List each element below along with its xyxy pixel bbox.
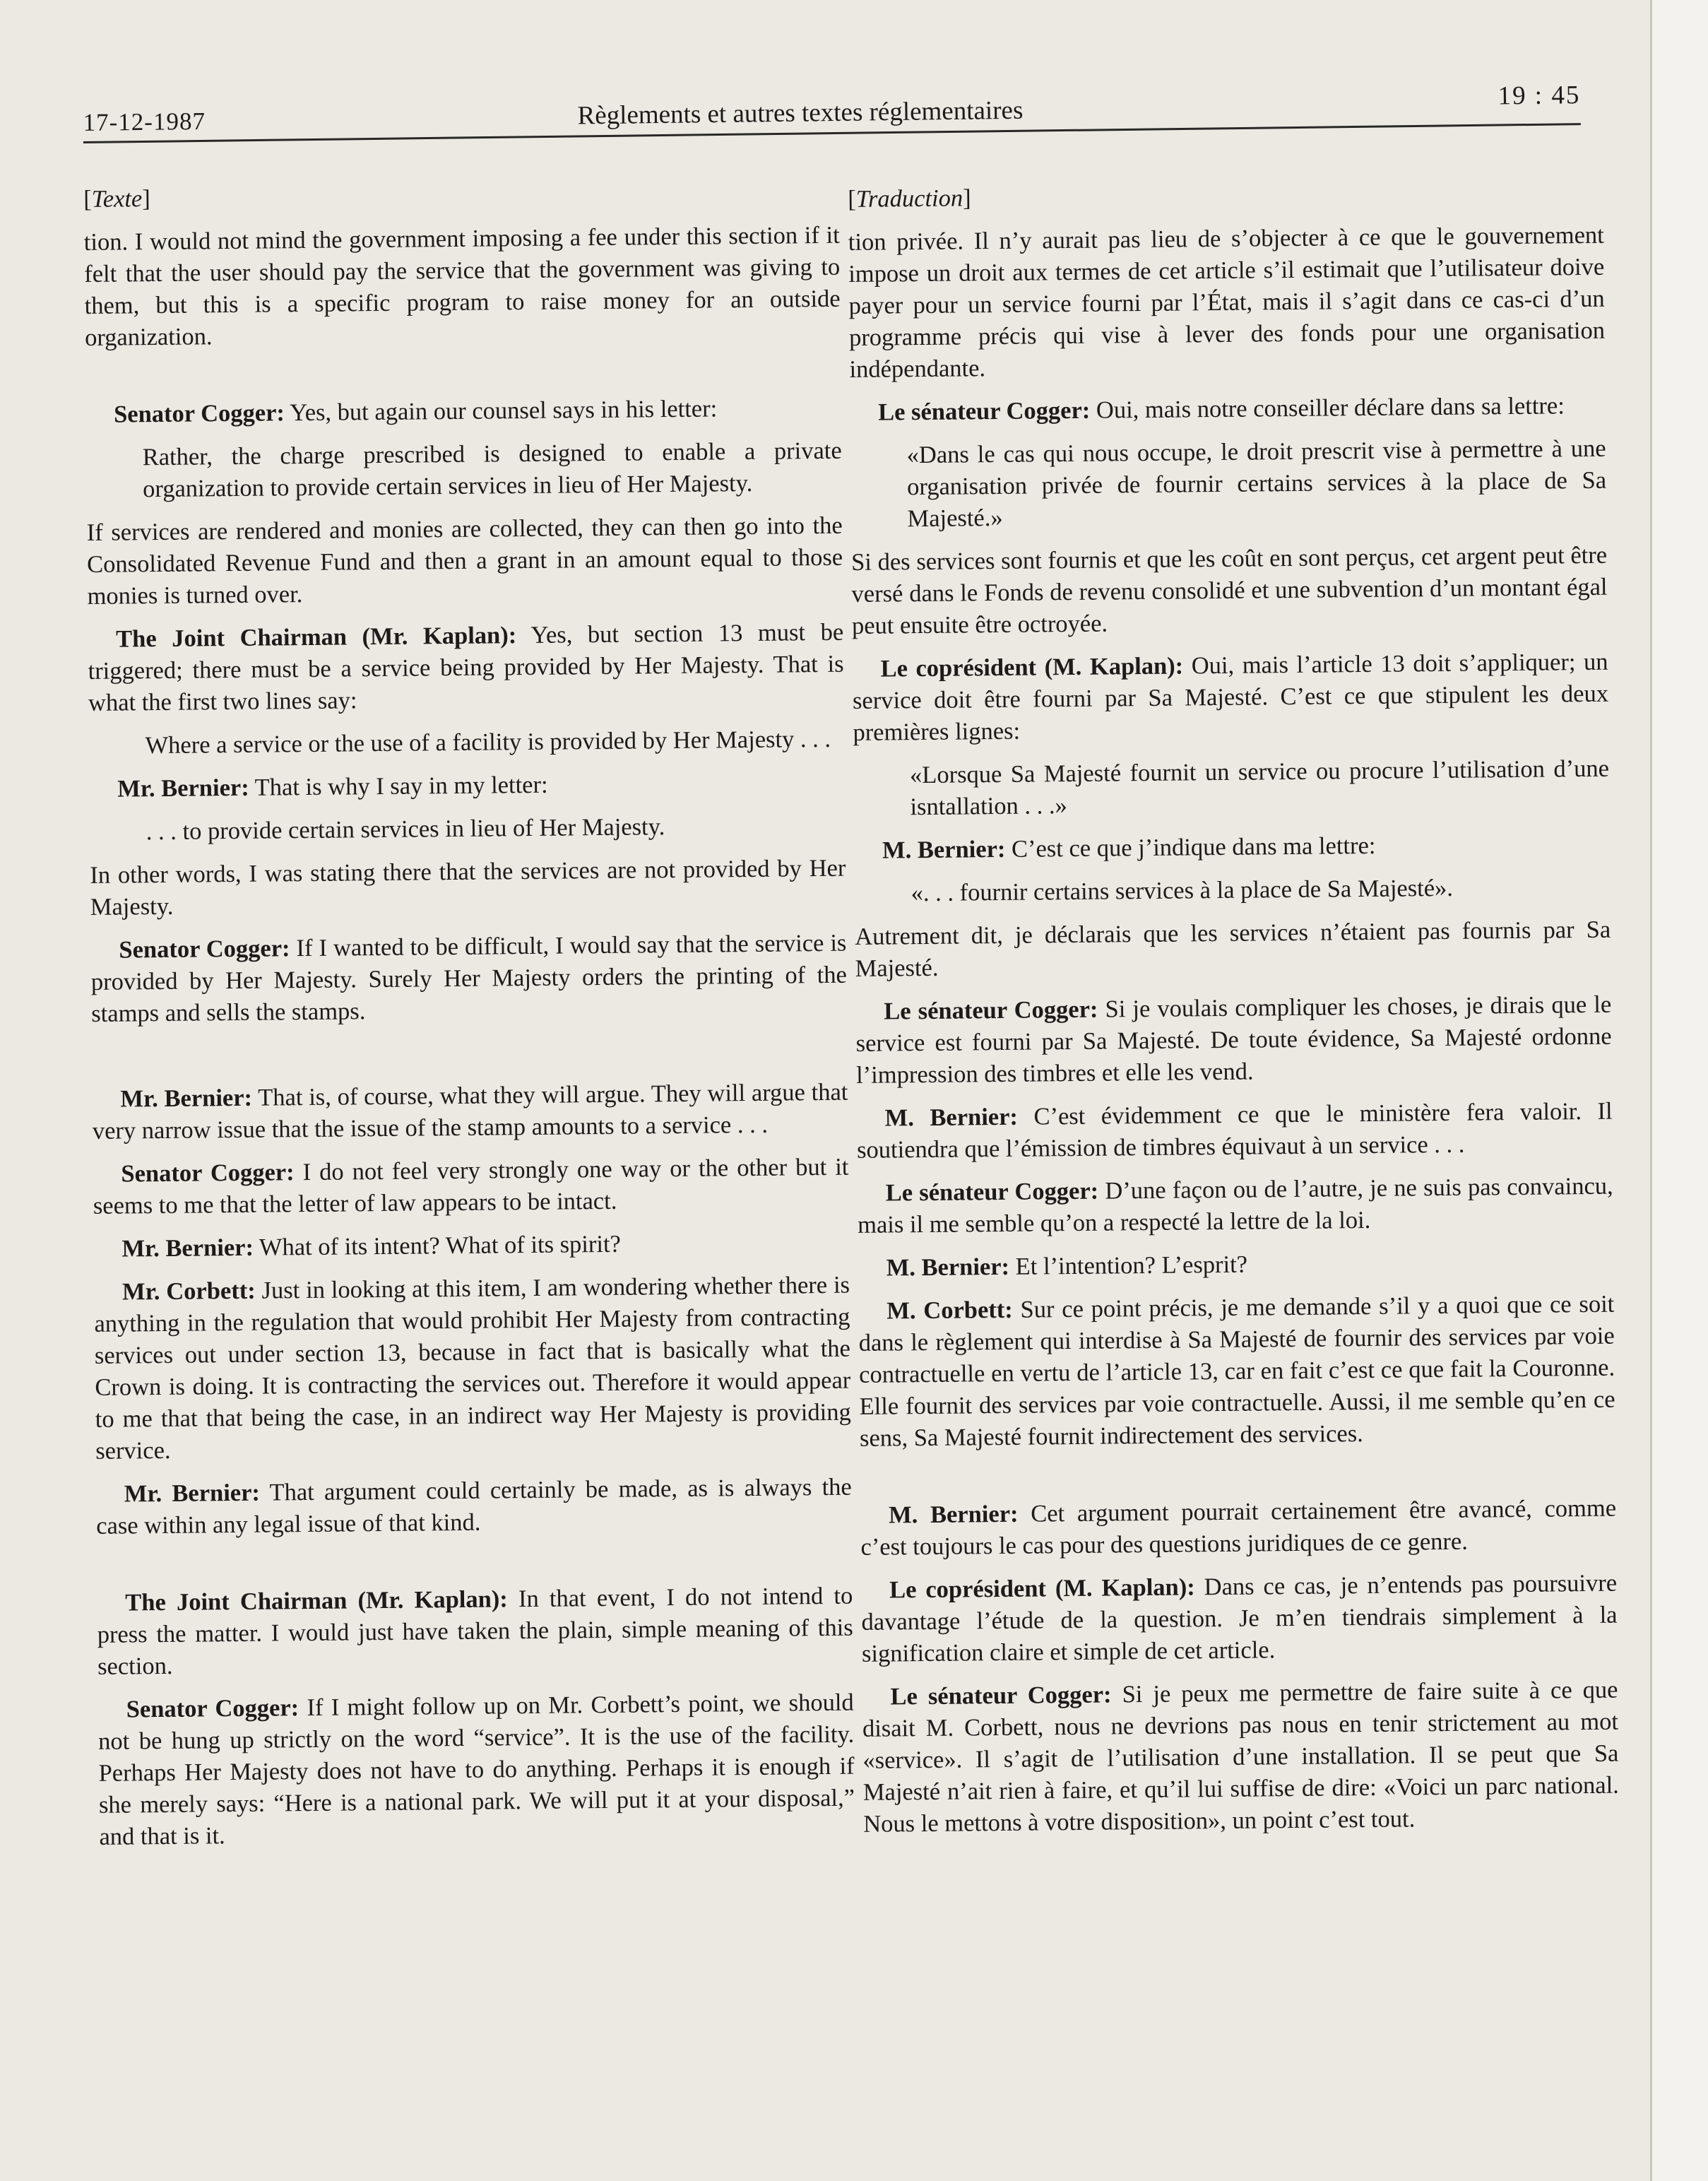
speaker-name: Le sénateur Cogger: — [890, 1681, 1112, 1710]
english-column — [83, 177, 855, 1864]
speech-text: Yes, but section 13 must be triggered; there must be a service being provided by Her Majesty. That is what the first two lines say: — [88, 618, 844, 716]
quotation: Rather, the charge prescribed is designed to enable a private organization to provide certain services in lieu of Her Majesty. — [142, 437, 842, 503]
speaker-paragraph — [860, 1493, 1617, 1564]
speaker-name: Senator Cogger: — [126, 1694, 300, 1723]
speaker-paragraph — [861, 1568, 1618, 1670]
speech-text: Et l’intention? L’esprit? — [1009, 1251, 1248, 1280]
speaker-name: Mr. Corbett: — [121, 1277, 256, 1306]
speaker-paragraph — [97, 1580, 853, 1683]
speaker-name: Senator Cogger: — [113, 399, 285, 428]
speaker-name: Le sénateur Cogger: — [884, 995, 1098, 1025]
speaker-name: M. Bernier: — [886, 1253, 1010, 1282]
column-tag: [Traduction] — [848, 184, 971, 213]
speaker-paragraph — [850, 390, 1606, 429]
speaker-paragraph — [855, 989, 1612, 1092]
quotation: . . . to provide certain services in lieu of Her Majesty. — [146, 813, 665, 846]
speaker-name: Mr. Bernier: — [120, 1084, 253, 1113]
speaker-name: Senator Cogger: — [119, 935, 290, 964]
speaker-paragraph — [858, 1289, 1615, 1455]
tag-text: Traduction — [855, 184, 963, 213]
paragraph: tion privée. Il n’y aurait pas lieu de s’objecter à ce que le gouvernement impose un droit aux termes de cet article s’il estimait que l’utilisateur doive payer pour un service fourni par l’État, mais il s’agit dans ce cas-ci d’un programme précis qui vise à lever des fonds pour une organisation indépendante. — [848, 221, 1606, 383]
paragraph: Si des services sont fournis et que les coût en sont perçus, cet argent peut être versé dans le Fonds de revenu consolidé et une subvention d’un montant égal peut ensuite être octroyée. — [850, 541, 1608, 639]
speaker-name: The Joint Chairman (Mr. Kaplan): — [125, 1585, 508, 1616]
speaker-paragraph — [85, 392, 841, 431]
speaker-name: M. Bernier: — [882, 835, 1006, 864]
speaker-paragraph — [854, 828, 1610, 867]
page-header — [83, 73, 1581, 143]
speaker-name: Mr. Bernier: — [121, 1234, 254, 1263]
speech-text: Dans ce cas, je n’entends pas poursuivre davantage l’étude de la question. Je m’en tiendrais simplement à la signification claire et simple de cet article. — [861, 1569, 1618, 1667]
speech-text: That is why I say in my letter: — [249, 771, 548, 801]
speaker-name: M. Bernier: — [888, 1500, 1019, 1529]
speaker-name: The Joint Chairman (Mr. Kaplan): — [116, 622, 517, 653]
speech-text: C’est évidemment ce que le ministère fera valoir. Il soutiendra que l’émission de timbres équivaut à un service . . . — [856, 1097, 1613, 1164]
speech-text: That is, of course, what they will argue. They will argue that very narrow issue that the issue of the stamp amounts to a service . . . — [92, 1078, 848, 1145]
header-title: Règlements et autres textes réglementaires — [577, 95, 1024, 131]
header-date: 17-12-1987 — [83, 107, 206, 137]
speaker-paragraph — [93, 1227, 849, 1265]
header-page-number: 19 : 45 — [1498, 81, 1581, 111]
paragraph: If services are rendered and monies are collected, they can then go into the Consolidated Revenue Fund and then a grant in an amount equal to those monies is turned over. — [86, 512, 843, 610]
speech-text: In that event, I do not intend to press the matter. I would just have taken the plain, simple meaning of this section. — [97, 1582, 853, 1680]
speech-text: C’est ce que j’indique dans ma lettre: — [1005, 832, 1376, 863]
column-tag: [Texte] — [83, 185, 150, 213]
speaker-name: Le coprésident (M. Kaplan): — [889, 1573, 1195, 1604]
speaker-name: Mr. Bernier: — [117, 774, 249, 803]
speaker-name: Le sénateur Cogger: — [885, 1177, 1099, 1207]
tag-text: Texte — [91, 185, 143, 213]
speaker-name: M. Corbett: — [886, 1296, 1013, 1325]
speech-text: That argument could certainly be made, as is always the case within any legal issue of that kind. — [96, 1473, 852, 1539]
speech-text: I do not feel very strongly one way or the other but it seems to me that the letter of law appears to be intact. — [93, 1153, 849, 1219]
speech-text: Si je peux me permettre de faire suite à ce que disait M. Corbett, nous ne devrions pas nous en tenir strictement au mot «service». Il s’agit de l’utilisation d’une installation. Il se peut que Sa Majesté n’ait rien à faire, et qu’il lui suffise de dire: «Voici un parc national. Nous le mettons à votre disposition», un point c’est tout. — [862, 1676, 1619, 1838]
speaker-paragraph — [93, 1152, 849, 1222]
speaker-paragraph — [92, 1077, 848, 1147]
french-column — [848, 177, 1620, 1852]
speaker-paragraph — [96, 1472, 853, 1542]
speaker-paragraph — [852, 646, 1608, 749]
quotation: «Dans le cas qui nous occupe, le droit prescrit vise à permettre à une organisation privée de fournir certains services à la place de Sa Majesté.» — [906, 435, 1607, 533]
speaker-name: M. Bernier: — [884, 1103, 1019, 1132]
speaker-name: Le sénateur Cogger: — [877, 396, 1091, 426]
speaker-paragraph — [98, 1687, 855, 1853]
speaker-paragraph — [90, 928, 847, 1030]
speaker-name: Senator Cogger: — [121, 1159, 295, 1188]
speaker-paragraph — [858, 1171, 1614, 1241]
speaker-paragraph — [858, 1246, 1614, 1284]
speech-text: Just in looking at this item, I am wondering whether there is anything in the regulation that would prohibit Her Majesty from contracting services out under section 13, because in fact that is basically what the Crown is doing. It is contracting the services out. Therefore it would appear to me that that being the case, in an indirect way Her Majesty is providing service. — [94, 1271, 851, 1465]
speaker-paragraph — [862, 1674, 1619, 1840]
speech-text: What of its intent? What of its spirit? — [253, 1230, 622, 1261]
speech-text: Si je voulais compliquer les choses, je dirais que le service est fourni par Sa Majesté. De toute évidence, Sa Majesté ordonne l’impression des timbres et elle les vend. — [855, 991, 1612, 1089]
page-edge — [1650, 0, 1708, 2181]
quotation: Where a service or the use of a facility is provided by Her Majesty . . . — [145, 725, 831, 759]
speaker-paragraph — [94, 1270, 852, 1467]
paragraph: tion. I would not mind the government imposing a fee under this section if it felt that the user should pay the service that the government was giving to them, but this is a specific program to raise money for an outside organization. — [83, 221, 841, 351]
speech-text: Sur ce point précis, je me demande s’il y a quoi que ce soit dans le règlement qui interdise à Sa Majesté de fournir des services par voie contractuelle en vertu de l’article 13, car en fait c’est ce que fait la Couronne. Elle fournit des services par voie contractuelle. Aussi, il me semble qu’en ce sens, Sa Majesté fournit indirectement des services. — [858, 1290, 1615, 1452]
speech-text: If I might follow up on Mr. Corbett’s point, we should not be hung up strictly on the word “service”. It is the use of the facility. Perhaps Her Majesty does not have to do anything. Perhaps it is enough if she merely says: “Here is a national park. We will put it at your disposal,” and that is it. — [97, 1689, 855, 1850]
speech-text: Oui, mais l’article 13 doit s’appliquer; un service doit être fourni par Sa Majesté. C’est ce que stipulent les deux premières lignes: — [852, 648, 1609, 746]
speaker-name: Mr. Bernier: — [124, 1479, 261, 1508]
speech-text: If I wanted to be difficult, I would say that the service is provided by Her Majesty. Surely Her Majesty orders the printing of the stamps and sells the stamps. — [90, 929, 847, 1027]
speaker-paragraph — [89, 767, 845, 805]
paragraph: In other words, I was stating there that the services are not provided by Her Majesty. — [90, 854, 846, 921]
speech-text: Oui, mais notre conseiller déclare dans sa lettre: — [1090, 392, 1565, 424]
quotation: «. . . fournir certains services à la place de Sa Majesté». — [911, 874, 1454, 907]
speech-text: D’une façon ou de l’autre, je ne suis pas convaincu, mais il me semble qu’on a respecté la lettre de la loi. — [857, 1172, 1613, 1239]
speech-text: Yes, but again our counsel says in his letter: — [284, 395, 718, 427]
speaker-paragraph — [88, 617, 844, 719]
paragraph: Autrement dit, je déclarais que les services n’étaient pas fournis par Sa Majesté. — [855, 916, 1611, 982]
speaker-name: Le coprésident (M. Kaplan): — [880, 652, 1184, 682]
quotation: «Lorsque Sa Majesté fournit un service ou procure l’utilisation d’une isntallation . . .» — [909, 755, 1610, 821]
speech-text: Cet argument pourrait certainement être avancé, comme c’est toujours le cas pour des questions juridiques de ce genre. — [860, 1494, 1617, 1561]
speaker-paragraph — [856, 1096, 1613, 1166]
